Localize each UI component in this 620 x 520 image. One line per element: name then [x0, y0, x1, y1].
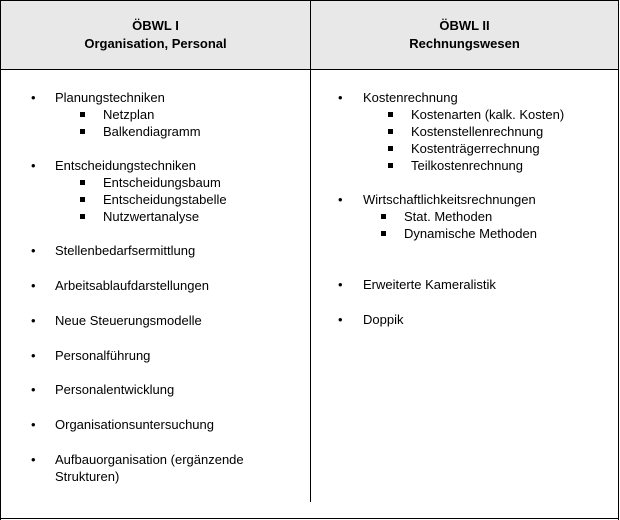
square-bullet-icon: [80, 129, 85, 134]
header-subtitle: Rechnungswesen: [409, 36, 520, 51]
header-title: ÖBWL I: [132, 18, 179, 33]
list-item: Neue Steuerungsmodelle: [55, 313, 202, 328]
header-subtitle: Organisation, Personal: [84, 36, 227, 51]
sub-list-item: Stat. Methoden: [404, 209, 493, 224]
list-item: Personalentwicklung: [55, 382, 175, 397]
bullet-icon: •: [338, 192, 343, 207]
list-item: Wirtschaftlichkeitsrechnungen: [363, 192, 536, 207]
sub-list-item: Balkendiagramm: [103, 124, 201, 139]
list-item: Stellenbedarfsermittlung: [55, 243, 196, 258]
bullet-icon: •: [31, 348, 36, 363]
square-bullet-icon: [80, 197, 85, 202]
square-bullet-icon: [80, 214, 85, 219]
bullet-icon: •: [31, 382, 36, 397]
bullet-icon: •: [31, 278, 36, 293]
list-item: Kostenrechnung: [363, 90, 458, 105]
bullet-icon: •: [338, 90, 343, 105]
square-bullet-icon: [80, 112, 85, 117]
sub-list-item: Entscheidungsbaum: [103, 175, 221, 190]
square-bullet-icon: [388, 112, 393, 117]
header-cell-oebwl-2: [311, 1, 618, 69]
list-item: Personalführung: [55, 348, 151, 363]
header-cell-oebwl-1: [1, 1, 310, 69]
bullet-icon: •: [31, 158, 36, 173]
bullet-icon: •: [31, 417, 36, 432]
square-bullet-icon: [388, 163, 393, 168]
bullet-icon: •: [31, 90, 36, 105]
list-item: Erweiterte Kameralistik: [363, 277, 496, 292]
sub-list-item: Netzplan: [103, 107, 155, 122]
list-item: Entscheidungstechniken: [55, 158, 196, 173]
sub-list-item: Kostenstellenrechnung: [411, 124, 544, 139]
sub-list-item: Dynamische Methoden: [404, 226, 537, 241]
table-border-bottom: [0, 518, 619, 519]
bullet-icon: •: [31, 313, 36, 328]
header-title: ÖBWL II: [439, 18, 490, 33]
column-divider: [310, 0, 311, 502]
list-item: Organisationsuntersuchung: [55, 417, 214, 432]
list-item-continuation: Strukturen): [55, 469, 120, 484]
table-border-right: [618, 0, 619, 520]
list-item: Doppik: [363, 312, 404, 327]
list-item: Aufbauorganisation (ergänzende: [55, 452, 244, 467]
sub-list-item: Kostenträgerrechnung: [411, 141, 540, 156]
square-bullet-icon: [388, 146, 393, 151]
list-item: Planungstechniken: [55, 90, 165, 105]
bullet-icon: •: [338, 312, 343, 327]
table-border-left: [0, 0, 1, 520]
sub-list-item: Kostenarten (kalk. Kosten): [411, 107, 565, 122]
square-bullet-icon: [381, 231, 386, 236]
sub-list-item: Nutzwertanalyse: [103, 209, 200, 224]
bullet-icon: •: [31, 243, 36, 258]
sub-list-item: Entscheidungstabelle: [103, 192, 227, 207]
list-item: Arbeitsablaufdarstellungen: [55, 278, 209, 293]
sub-list-item: Teilkostenrechnung: [411, 158, 524, 173]
square-bullet-icon: [381, 214, 386, 219]
bullet-icon: •: [338, 277, 343, 292]
square-bullet-icon: [80, 180, 85, 185]
bullet-icon: •: [31, 452, 36, 467]
square-bullet-icon: [388, 129, 393, 134]
